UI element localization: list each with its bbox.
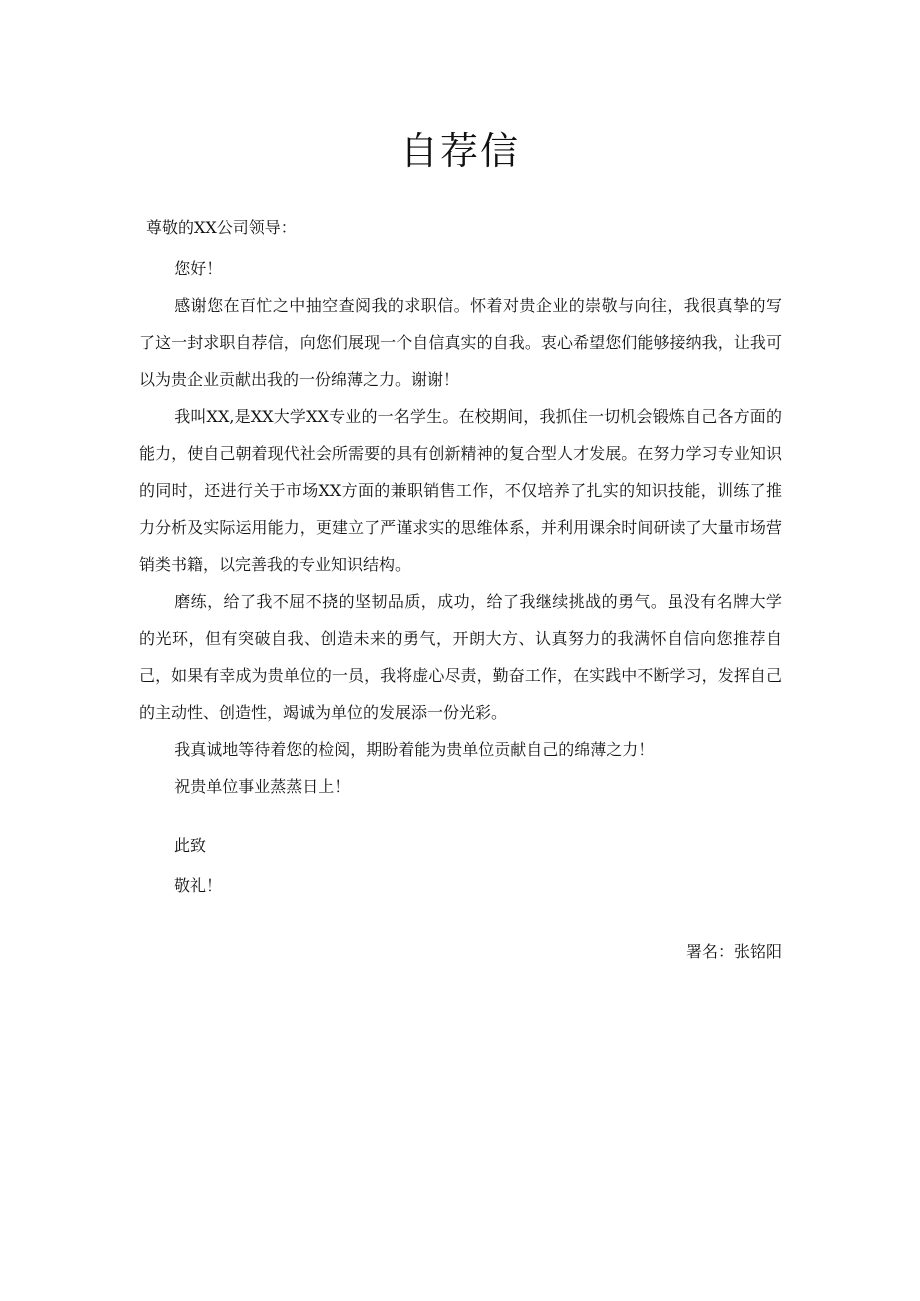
paragraph-introduction: 我叫XX,是XX大学XX专业的一名学生。在校期间，我抓住一切机会锻炼自己各方面的能力，使自己朝着现代社会所需要的具有创新精神的复合型人才发展。在努力学习专业知识的同时，还进行关于市场XX方面的兼职销售工作，不仅培养了扎实的知识技能，训练了推力分析及实际运用能力，更建立了严谨求实的思维体系，并利用课余时间研读了大量市场营销类书籍，以完善我的专业知识结构。: [139, 407, 782, 574]
paragraph-character: 磨练，给了我不屈不挠的坚韧品质，成功，给了我继续挑战的勇气。虽没有名牌大学的光环，但有突破自我、创造未来的勇气，开朗大方、认真努力的我满怀自信向您推荐自己，如果有幸成为贵单位的一员，我将虚心尽责，勤奋工作，在实践中不断学习，发挥自己的主动性、创造性，竭诚为单位的发展添一份光彩。: [139, 592, 782, 722]
paragraph-thanks: 感谢您在百忙之中抽空查阅我的求职信。怀着对贵企业的崇敬与向往，我很真挚的写了这一封求职自荐信，向您们展现一个自信真实的自我。衷心希望您们能够接纳我，让我可以为贵企业贡献出我的一份绵薄之力。谢谢！: [139, 296, 782, 389]
signature: 署名：张铭阳: [685, 942, 782, 961]
letter-body: [139, 250, 782, 805]
closing-jingli: 敬礼！: [174, 876, 223, 895]
letter-title: 自荐信: [399, 129, 520, 173]
paragraph-expectation: 我真诚地等待着您的检阅，期盼着能为贵单位贡献自己的绵薄之力！: [174, 740, 655, 759]
salutation: 尊敬的XX公司领导：: [146, 218, 297, 237]
greeting: 您好！: [174, 259, 223, 278]
closing-cizhi: 此致: [174, 836, 207, 855]
paragraph-wishes: 祝贵单位事业蒸蒸日上！: [174, 777, 351, 796]
